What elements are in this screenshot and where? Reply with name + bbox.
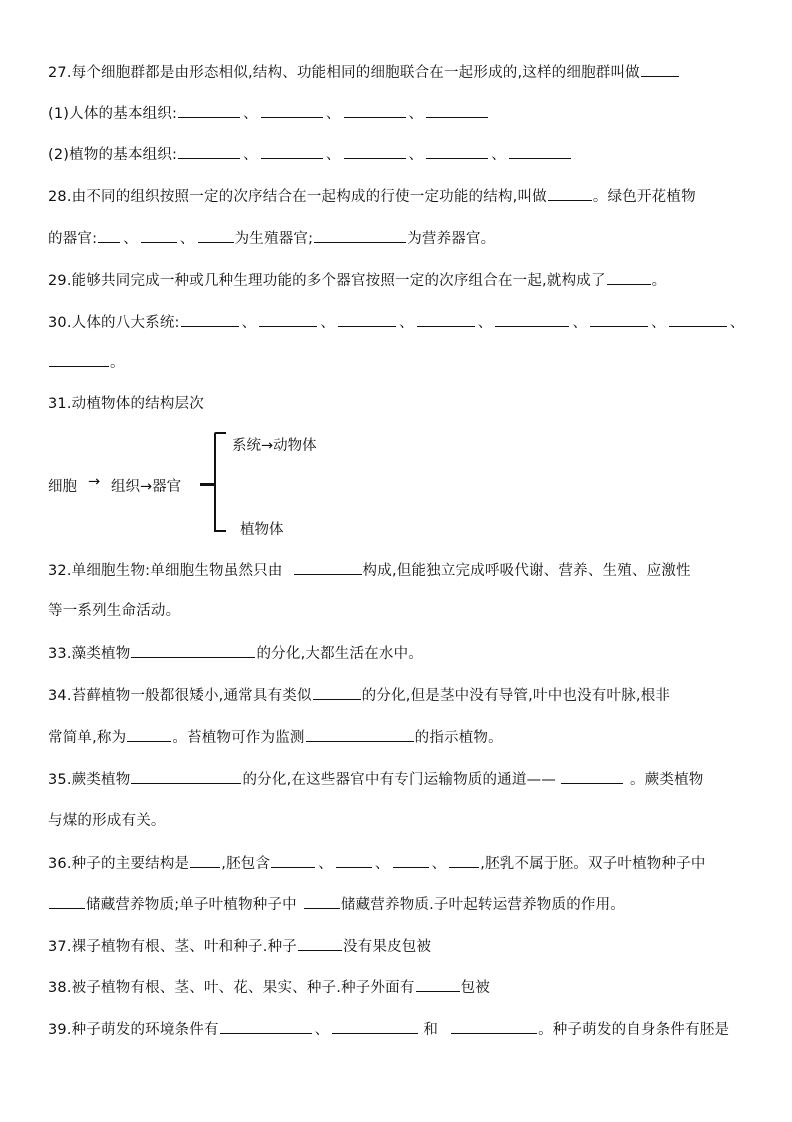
q38-blank[interactable] xyxy=(416,977,460,992)
q28-blank-organ[interactable] xyxy=(548,186,592,201)
separator: 、 xyxy=(241,315,257,331)
q30-blank-4[interactable] xyxy=(417,312,475,327)
q35-head: 35.蕨类植物 xyxy=(48,772,131,788)
q29-tail: 。 xyxy=(651,273,667,289)
separator: 、 xyxy=(408,106,424,122)
q33-tail: 的分化,大都生活在水中。 xyxy=(256,646,423,662)
question-33 xyxy=(48,643,423,664)
separator: 、 xyxy=(399,315,414,331)
diagram-branch-animal: 系统→动物体 xyxy=(232,438,317,454)
q35-line2: 与煤的形成有关。 xyxy=(48,813,166,829)
separator: 、 xyxy=(651,315,666,331)
q38-head: 38.被子植物有根、茎、叶、花、果实、种子.种子外面有 xyxy=(48,980,415,996)
separator: 、 xyxy=(325,106,341,122)
separator: 、 xyxy=(243,106,258,122)
q29-text: 29.能够共同完成一种或几种生理功能的多个器官按照一定的次序组合在一起,就构成了 xyxy=(48,273,606,289)
q28-blank-reproductive-2[interactable] xyxy=(141,228,177,243)
q39-blank-2[interactable] xyxy=(332,1019,418,1034)
q33-head: 33.藻类植物 xyxy=(48,646,131,662)
q30-blank-6[interactable] xyxy=(590,312,648,327)
question-37 xyxy=(48,936,431,957)
separator: 、 xyxy=(431,856,447,872)
question-35-line2 xyxy=(48,811,166,831)
question-32 xyxy=(48,560,691,581)
separator: 、 xyxy=(179,231,195,247)
arrow-right-icon: → xyxy=(88,474,101,490)
q27-sub2-blank-1[interactable] xyxy=(178,144,240,159)
q30-blank-8[interactable] xyxy=(49,352,109,367)
q36-head: 36.种子的主要结构是 xyxy=(48,856,190,872)
separator: 、 xyxy=(572,315,588,331)
q36-blank-embryo-2[interactable] xyxy=(336,853,372,868)
q34-tail: 的分化,但是茎中没有导管,叶中也没有叶脉,根非 xyxy=(361,688,671,704)
question-27-sub1 xyxy=(48,103,489,124)
q39-and: 和 xyxy=(423,1022,439,1038)
brace-line xyxy=(214,434,216,532)
q30-blank-7[interactable] xyxy=(669,312,727,327)
q36-blank-dicot[interactable] xyxy=(49,894,85,909)
question-35 xyxy=(48,769,703,790)
q27-text: 27.每个细胞群都是由形态相似,结构、功能相同的细胞联合在一起形成的,这样的细胞群叫做 xyxy=(48,65,640,81)
q34-line2-tail: 的指示植物。 xyxy=(414,730,503,746)
question-39 xyxy=(48,1019,729,1040)
q33-blank[interactable] xyxy=(131,643,255,658)
q36-blank-monocot[interactable] xyxy=(304,894,340,909)
separator: 、 xyxy=(243,147,258,163)
q37-blank[interactable] xyxy=(298,936,342,951)
q28-line2-tail: 为营养器官。 xyxy=(407,231,496,247)
q39-head: 39.种子萌发的环境条件有 xyxy=(48,1022,219,1038)
q38-tail: 包被 xyxy=(460,980,490,996)
separator: 、 xyxy=(325,147,341,163)
question-34-line2 xyxy=(48,727,503,748)
question-29 xyxy=(48,270,666,291)
q36-line2-b: 储藏营养物质.子叶起转运营养物质的作用。 xyxy=(340,897,625,913)
q28-text: 28.由不同的组织按照一定的次序结合在一起构成的行使一定功能的结构,叫做 xyxy=(48,189,547,205)
q27-sub1-label: (1)人体的基本组织: xyxy=(48,106,178,122)
q27-sub1-blank-3[interactable] xyxy=(344,103,406,118)
q32-head: 32.单细胞生物:单细胞生物虽然只由 xyxy=(48,563,283,579)
brace-top-hook xyxy=(214,432,226,434)
q28-line2-head: 的器官: xyxy=(48,231,98,247)
q27-sub2-blank-4[interactable] xyxy=(426,144,488,159)
q28-blank-reproductive-3[interactable] xyxy=(198,228,234,243)
q27-sub1-blank-2[interactable] xyxy=(261,103,323,118)
q30-blank-2[interactable] xyxy=(259,312,317,327)
q32-tail: 构成,但能独立完成呼吸代谢、营养、生殖、应激性 xyxy=(362,563,691,579)
q31-title: 31.动植物体的结构层次 xyxy=(48,396,204,412)
question-27 xyxy=(48,62,680,83)
q28-tail: 。绿色开花植物 xyxy=(592,189,696,205)
separator: 、 xyxy=(408,147,424,163)
q27-sub1-blank-1[interactable] xyxy=(178,103,240,118)
question-36 xyxy=(48,853,706,874)
question-30 xyxy=(48,312,747,333)
q28-blank-reproductive-1[interactable] xyxy=(98,228,120,243)
q30-tail: 。 xyxy=(110,355,125,371)
question-34 xyxy=(48,685,670,706)
q36-tail: ,胚乳不属于胚。双子叶植物种子中 xyxy=(480,856,706,872)
question-27-sub2 xyxy=(48,144,572,165)
q30-blank-5[interactable] xyxy=(495,312,569,327)
separator: 、 xyxy=(477,315,493,331)
q35-tail: 。蕨类植物 xyxy=(629,772,704,788)
brace-icon xyxy=(200,483,214,486)
q34-line2-mid: 。苔植物可作为监测 xyxy=(172,730,305,746)
separator: 、 xyxy=(374,856,390,872)
diagram-tissue-organ: 组织→器官 xyxy=(111,479,182,495)
q35-blank-1[interactable] xyxy=(131,769,241,784)
question-38 xyxy=(48,977,490,998)
q27-sub1-blank-4[interactable] xyxy=(426,103,488,118)
q28-line2-mid: 为生殖器官; xyxy=(234,231,314,247)
question-36-line2 xyxy=(48,894,625,915)
q36-blank-main[interactable] xyxy=(190,853,220,868)
structure-hierarchy-diagram xyxy=(48,428,348,543)
diagram-cell: 细胞 xyxy=(48,479,77,495)
q27-sub2-blank-2[interactable] xyxy=(261,144,323,159)
separator: 、 xyxy=(123,231,138,247)
q37-head: 37.裸子植物有根、茎、叶和种子.种子 xyxy=(48,939,297,955)
question-28-line2 xyxy=(48,228,495,249)
q37-tail: 没有果皮包被 xyxy=(342,939,432,955)
q34-blank-3[interactable] xyxy=(306,727,414,742)
q30-blank-1[interactable] xyxy=(181,312,239,327)
separator: 、 xyxy=(320,315,336,331)
separator: 、 xyxy=(318,856,333,872)
q34-head: 34.苔藓植物一般都很矮小,通常具有类似 xyxy=(48,688,312,704)
question-30-line2 xyxy=(48,352,125,373)
q36-blank-embryo-3[interactable] xyxy=(393,853,429,868)
q30-blank-3[interactable] xyxy=(338,312,396,327)
separator: 、 xyxy=(491,147,506,163)
q36-mid: ,胚包含 xyxy=(221,856,271,872)
q32-line2: 等一系列生命活动。 xyxy=(48,603,181,619)
q28-blank-vegetative[interactable] xyxy=(314,228,406,243)
q32-blank[interactable] xyxy=(294,560,362,575)
q35-blank-2[interactable] xyxy=(561,769,623,784)
q27-sub2-label: (2)植物的基本组织: xyxy=(48,147,178,163)
diagram-branch-plant: 植物体 xyxy=(240,522,284,538)
q27-blank[interactable] xyxy=(641,62,679,77)
q34-line2-head: 常简单,称为 xyxy=(48,730,127,746)
q39-blank-3[interactable] xyxy=(451,1019,537,1034)
q29-blank[interactable] xyxy=(607,270,651,285)
q36-blank-embryo-4[interactable] xyxy=(449,853,479,868)
q27-sub2-blank-5[interactable] xyxy=(509,144,571,159)
q30-text: 30.人体的八大系统: xyxy=(48,315,180,331)
question-32-line2 xyxy=(48,601,180,621)
separator: 、 xyxy=(729,315,745,331)
q36-line2-a: 储藏营养物质;单子叶植物种子中 xyxy=(86,897,297,913)
q39-blank-1[interactable] xyxy=(220,1019,312,1034)
question-31 xyxy=(48,394,204,414)
q27-sub2-blank-3[interactable] xyxy=(344,144,406,159)
q35-mid: 的分化,在这些器官中有专门运输物质的通道—— xyxy=(242,772,556,788)
q34-blank-2[interactable] xyxy=(127,727,171,742)
q34-blank-1[interactable] xyxy=(313,685,361,700)
separator: 、 xyxy=(314,1022,330,1038)
brace-bottom-hook xyxy=(214,530,226,532)
q36-blank-embryo-1[interactable] xyxy=(271,853,315,868)
question-28 xyxy=(48,186,696,207)
q39-tail: 。种子萌发的自身条件有胚是 xyxy=(538,1022,730,1038)
